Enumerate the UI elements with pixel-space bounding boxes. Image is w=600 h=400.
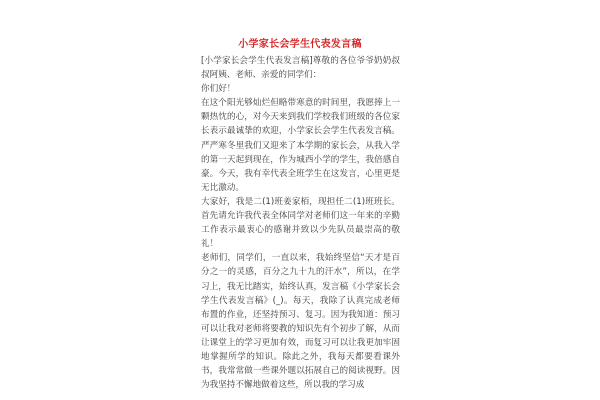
- introduction-paragraph: 大家好，我是二(1)班姜家栢，现担任二(1)班班长。首先请允许我代表全体同学对老师们这一年来的辛勤工作表示最衷心的感谢并致以少先队员最崇高的敬礼！: [201, 196, 400, 250]
- study-paragraph: 老师们，同学们，一直以来，我始终坚信“天才是百分之一的灵感，百分之九十九的汗水”，所以，在学习上，我无比踏实，始终认真，发言稿《小学家长会学生代表发言稿》(_)。每天，我除了认真完成老师布置的作业，还坚持预习、复习。因为我知道：预习可以让我对老师将要教的知识先有个初步了解，从而让课堂上的学习更加有效，而复习可以让我更加牢固地掌握所学的知识。除此之外，我每天都要看课外书，我常常做一些课外题以拓展自己的阅读视野。因为我坚持不懈地做着这些，所以我的学习成: [201, 253, 400, 391]
- document-title: 小学家长会学生代表发言稿: [238, 39, 362, 50]
- hello-paragraph: 你们好！: [201, 84, 236, 95]
- greeting-paragraph: [小学家长会学生代表发言稿]尊敬的各位爷爷奶奶叔叔阿姨、老师、亲爱的同学们：: [201, 56, 400, 81]
- document-body: [201, 54, 400, 392]
- welcome-paragraph: 在这个阳光够灿烂但略带寒意的时间里，我愿捧上一颗热忱的心，对今天来到我们学校我们班级的各位家长表示最诚挚的欢迎，小学家长会学生代表发言稿。严严寒冬里我们又迎来了本学期的家长会，从我入学的第一天起到现在，作为城西小学的学生，我倍感自豪。今天，我有幸代表全班学生在这发言，心里更是无比激动。: [201, 98, 400, 193]
